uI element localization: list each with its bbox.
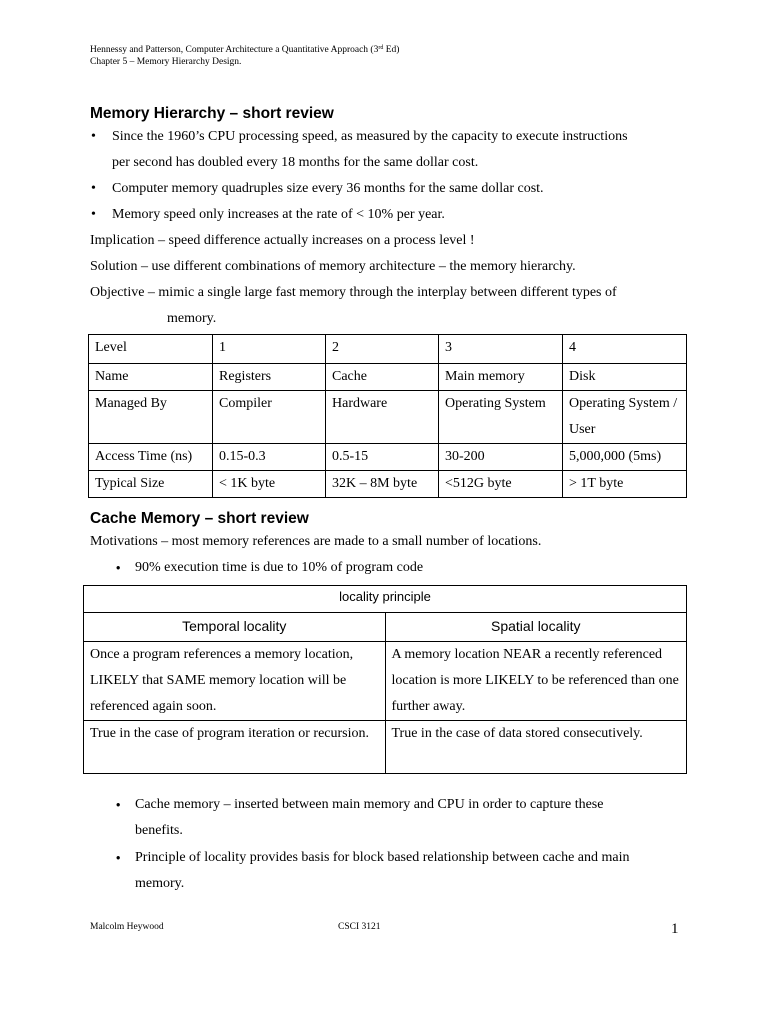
table-title: locality principle (84, 586, 687, 613)
table-cell: 2 (326, 335, 439, 364)
footer-course: CSCI 3121 (338, 922, 381, 932)
table-row (89, 335, 687, 364)
implication-text: Implication – speed difference actually increases on a process level ! (90, 233, 475, 248)
table-cell: Access Time (ns) (89, 444, 213, 471)
bullet-text: Cache memory – inserted between main memory and CPU in order to capture these (135, 797, 604, 812)
table-cell: Compiler (213, 391, 326, 444)
table-cell: Once a program references a memory location, LIKELY that SAME memory location will be referenced again soon. (84, 642, 386, 721)
bullet-icon: • (91, 129, 96, 144)
table-cell: Operating System / User (563, 391, 687, 444)
table-cell: True in the case of data stored consecutively. (385, 721, 687, 774)
bullet-text-continuation: per second has doubled every 18 months for the same dollar cost. (112, 155, 479, 170)
table-row (89, 391, 687, 444)
bullet-icon: • (116, 798, 121, 812)
bullet-text-continuation: benefits. (135, 823, 183, 838)
table-cell: 0.5-15 (326, 444, 439, 471)
bullet-text: Memory speed only increases at the rate of < 10% per year. (112, 207, 445, 222)
table-cell: Hardware (326, 391, 439, 444)
column-header-temporal: Temporal locality (84, 613, 386, 642)
page-number: 1 (671, 921, 679, 937)
table-cell: 30-200 (439, 444, 563, 471)
bullet-text: Computer memory quadruples size every 36 months for the same dollar cost. (112, 181, 544, 196)
section-heading-memory-hierarchy: Memory Hierarchy – short review (90, 105, 334, 122)
table-row (89, 471, 687, 498)
bullet-text: Since the 1960’s CPU processing speed, as measured by the capacity to execute instructions (112, 129, 628, 144)
objective-text: Objective – mimic a single large fast memory through the interplay between different types of (90, 285, 617, 300)
table-cell: Managed By (89, 391, 213, 444)
bullet-text: Principle of locality provides basis for block based relationship between cache and main (135, 850, 630, 865)
footer-author: Malcolm Heywood (90, 922, 164, 932)
bullet-icon: • (116, 851, 121, 865)
objective-text-continuation: memory. (167, 311, 217, 326)
table-cell: > 1T byte (563, 471, 687, 498)
table-cell: 32K – 8M byte (326, 471, 439, 498)
table-cell: < 1K byte (213, 471, 326, 498)
table-cell: 1 (213, 335, 326, 364)
table-row (89, 364, 687, 391)
table-cell: <512G byte (439, 471, 563, 498)
table-cell: Name (89, 364, 213, 391)
running-header-chapter: Chapter 5 – Memory Hierarchy Design. (90, 57, 242, 67)
bullet-icon: • (91, 207, 96, 222)
solution-text: Solution – use different combinations of memory architecture – the memory hierarchy. (90, 259, 576, 274)
bullet-text-continuation: memory. (135, 876, 185, 891)
table-row (84, 642, 687, 721)
table-cell: True in the case of program iteration or recursion. (84, 721, 386, 774)
locality-principle-table (83, 585, 687, 774)
table-cell: Typical Size (89, 471, 213, 498)
table-row (84, 613, 687, 642)
table-cell: 3 (439, 335, 563, 364)
column-header-spatial: Spatial locality (385, 613, 687, 642)
table-cell: Cache (326, 364, 439, 391)
table-cell: 4 (563, 335, 687, 364)
table-row (84, 586, 687, 613)
running-header-citation: Hennessy and Patterson, Computer Architecture a Quantitative Approach (3rd Ed) (90, 45, 400, 55)
bullet-icon: • (91, 181, 96, 196)
motivation-text: Motivations – most memory references are made to a small number of locations. (90, 534, 542, 549)
table-cell: A memory location NEAR a recently referenced location is more LIKELY to be referenced than one further away. (385, 642, 687, 721)
table-cell: Disk (563, 364, 687, 391)
table-row (89, 444, 687, 471)
table-cell: Registers (213, 364, 326, 391)
table-cell: Operating System (439, 391, 563, 444)
table-row (84, 721, 687, 774)
table-cell: 0.15-0.3 (213, 444, 326, 471)
bullet-icon: • (116, 561, 121, 575)
section-heading-cache-memory: Cache Memory – short review (90, 510, 309, 527)
table-cell: Level (89, 335, 213, 364)
memory-hierarchy-table (88, 334, 687, 498)
table-cell: 5,000,000 (5ms) (563, 444, 687, 471)
sub-bullet-text: 90% execution time is due to 10% of program code (135, 560, 424, 575)
table-cell: Main memory (439, 364, 563, 391)
